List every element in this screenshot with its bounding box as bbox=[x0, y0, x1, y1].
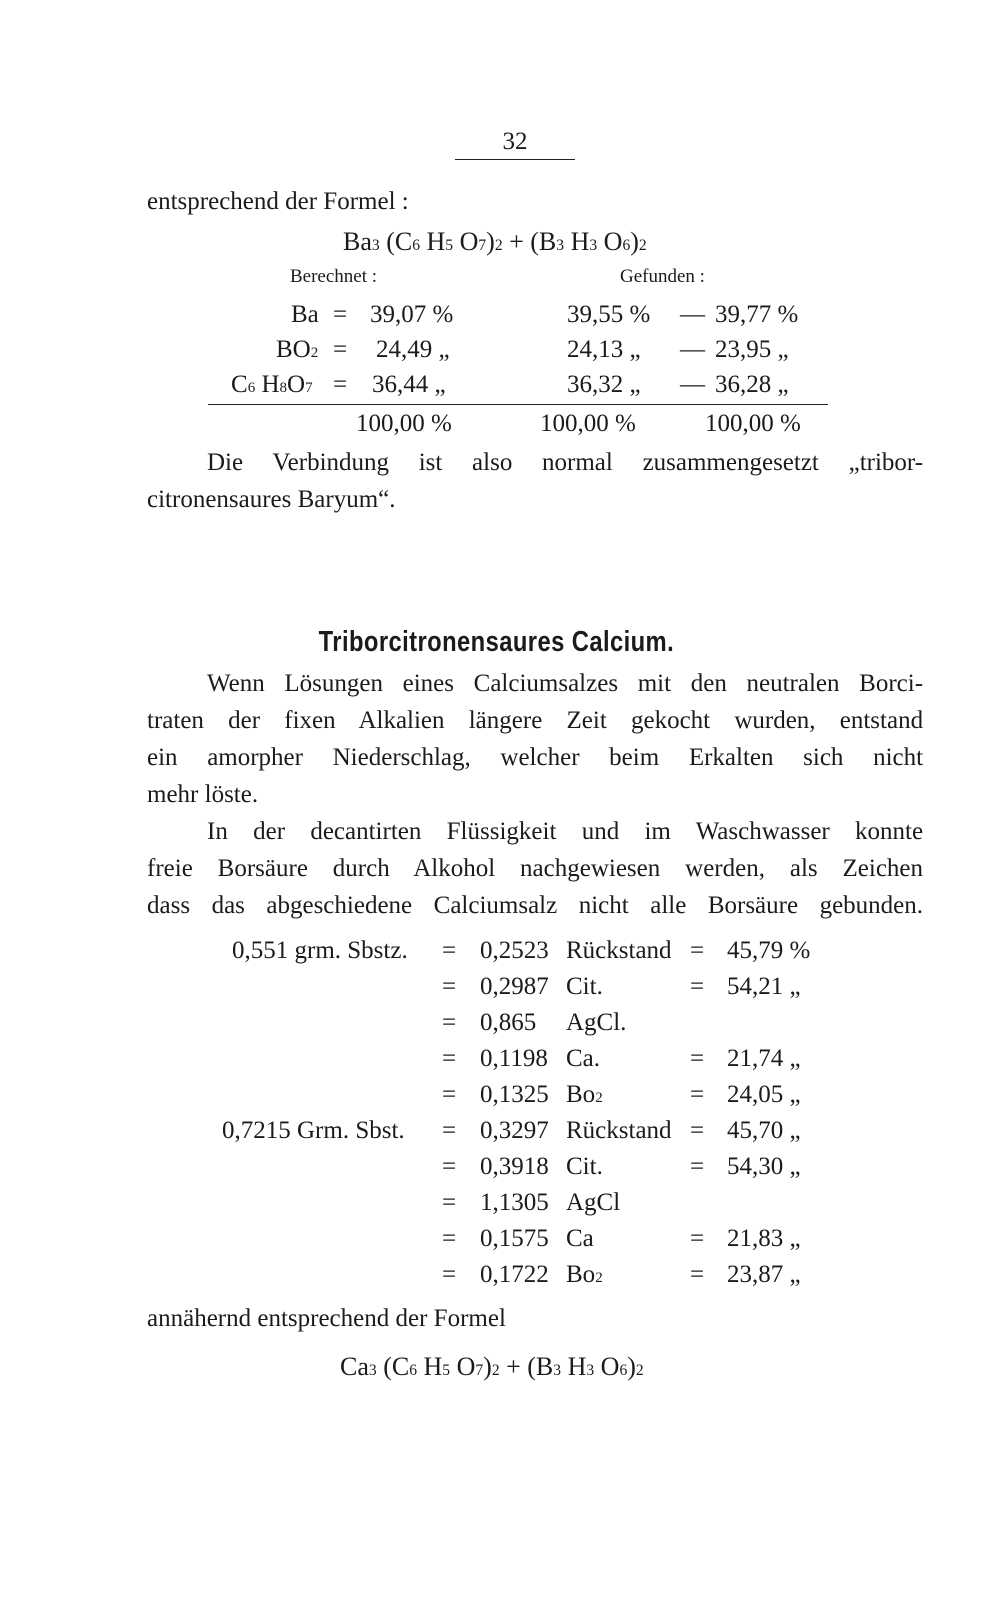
analysis-eq: = bbox=[442, 1045, 457, 1072]
formula-calcium: Ca$^3$ ($C^6$ $H^5$ $O^7)^2 + (B^3$ $H^3$ $O^6)^2$ bbox=[340, 1352, 644, 1381]
row-dash: — bbox=[680, 336, 705, 363]
analysis-pct: 54,30 „ bbox=[727, 1153, 801, 1180]
row-found2: 39,77 % bbox=[715, 301, 799, 328]
row-label: $C^6$ $H^8O^7$ bbox=[231, 371, 313, 398]
row-dash: — bbox=[680, 371, 705, 398]
total-found2: 100,00 % bbox=[705, 410, 801, 437]
analysis-pct: 21,74 „ bbox=[727, 1045, 801, 1072]
row-label: $BO^2$ bbox=[276, 336, 319, 363]
row-eq: = bbox=[333, 336, 348, 363]
analysis-eq2: = bbox=[690, 1045, 705, 1072]
analysis-eq: = bbox=[442, 1153, 457, 1180]
analysis-pct: 45,70 „ bbox=[727, 1117, 801, 1144]
analysis-eq: = bbox=[442, 1261, 457, 1288]
analysis-pct: 54,21 „ bbox=[727, 973, 801, 1000]
para2-line-2: freie Borsäure durch Alkohol nachgewiesen werden, als Zeichen bbox=[147, 855, 924, 882]
analysis-value: 0,1198 bbox=[480, 1045, 548, 1072]
total-found1: 100,00 % bbox=[540, 410, 636, 437]
analysis-eq: = bbox=[442, 1189, 457, 1216]
row-found2: 23,95 „ bbox=[715, 336, 789, 363]
analysis-label: Cit. bbox=[566, 973, 603, 1000]
analysis-value: 0,3918 bbox=[480, 1153, 549, 1180]
row-eq: = bbox=[333, 371, 348, 398]
analysis-pct: 24,05 „ bbox=[727, 1081, 801, 1108]
para1-line-3: ein amorpher Niederschlag, welcher beim Erkalten sich nicht bbox=[147, 744, 924, 771]
analysis-value: 0,1325 bbox=[480, 1081, 549, 1108]
row-found2: 36,28 „ bbox=[715, 371, 789, 398]
row-dash: — bbox=[680, 301, 705, 328]
analysis-pct: 21,83 „ bbox=[727, 1225, 801, 1252]
analysis-eq2: = bbox=[690, 937, 705, 964]
analysis-pct: 23,87 „ bbox=[727, 1261, 801, 1288]
row-found1: 24,13 „ bbox=[567, 336, 641, 363]
closing-text: annähernd entsprechend der Formel bbox=[147, 1305, 506, 1332]
conclusion-line-2: citronensaures Baryum“. bbox=[147, 486, 396, 513]
analysis-eq2: = bbox=[690, 1081, 705, 1108]
analysis-eq2: = bbox=[690, 973, 705, 1000]
row-eq: = bbox=[333, 301, 348, 328]
para1-line-1: Wenn Lösungen eines Calciumsalzes mit den neutralen Borci- bbox=[207, 670, 924, 697]
section-title: Triborcitronensaures Calcium. bbox=[318, 626, 675, 658]
intro-text: entsprechend der Formel : bbox=[147, 188, 409, 215]
analysis-eq2: = bbox=[690, 1225, 705, 1252]
analysis-value: 0,865 bbox=[480, 1009, 537, 1036]
page-number: 32 bbox=[502, 128, 528, 155]
analysis-eq2: = bbox=[690, 1153, 705, 1180]
analysis-label: Cit. bbox=[566, 1153, 603, 1180]
analysis-eq: = bbox=[442, 937, 457, 964]
analysis-eq: = bbox=[442, 1117, 457, 1144]
analysis-eq2: = bbox=[690, 1261, 705, 1288]
row-calc: 36,44 „ bbox=[372, 371, 446, 398]
analysis-label: Ca bbox=[566, 1225, 594, 1252]
row-calc: 24,49 „ bbox=[376, 336, 450, 363]
para1-line-2: traten der fixen Alkalien längere Zeit gekocht wurden, entstand bbox=[147, 707, 924, 734]
found-header: Gefunden : bbox=[620, 266, 705, 287]
analysis-eq: = bbox=[442, 1081, 457, 1108]
row-label: Ba bbox=[291, 301, 319, 328]
analysis-value: 0,3297 bbox=[480, 1117, 549, 1144]
row-calc: 39,07 % bbox=[370, 301, 454, 328]
conclusion-line-1: Die Verbindung ist also normal zusammengesetzt „tribor- bbox=[207, 449, 924, 476]
analysis-pct: 45,79 % bbox=[727, 937, 811, 964]
row-found1: 36,32 „ bbox=[567, 371, 641, 398]
para2-line-3: dass das abgeschiedene Calciumsalz nicht alle Borsäure gebunden. bbox=[147, 892, 924, 919]
para1-last-line: mehr löste. bbox=[147, 781, 259, 808]
analysis-label: Rückstand bbox=[566, 1117, 672, 1144]
analysis-value: 0,2523 bbox=[480, 937, 549, 964]
analysis-value: 0,1722 bbox=[480, 1261, 549, 1288]
analysis-value: 0,1575 bbox=[480, 1225, 549, 1252]
formula-baryum: Ba$^3$ ($C^6$ $H^5$ $O^7)^2 + (B^3$ $H^3$ $O^6)^2$ bbox=[343, 227, 647, 256]
para2-line-1: In der decantirten Flüssigkeit und im Waschwasser konnte bbox=[207, 818, 924, 845]
analysis-label: AgCl bbox=[566, 1189, 621, 1216]
analysis-label: Ca. bbox=[566, 1045, 601, 1072]
analysis-sample: 0,551 grm. Sbstz. bbox=[232, 937, 408, 964]
analysis-label: AgCl. bbox=[566, 1009, 627, 1036]
total-calc: 100,00 % bbox=[356, 410, 452, 437]
analysis-value: 1,1305 bbox=[480, 1189, 549, 1216]
analysis-label: Rückstand bbox=[566, 937, 672, 964]
page-number-rule bbox=[455, 159, 575, 160]
row-found1: 39,55 % bbox=[567, 301, 651, 328]
analysis-eq2: = bbox=[690, 1117, 705, 1144]
analysis-eq: = bbox=[442, 973, 457, 1000]
analysis-eq: = bbox=[442, 1009, 457, 1036]
calculated-header: Berechnet : bbox=[290, 266, 378, 287]
analysis-sample: 0,7215 Grm. Sbst. bbox=[222, 1117, 405, 1144]
analysis-eq: = bbox=[442, 1225, 457, 1252]
analysis-label: Bo$^2$ bbox=[566, 1261, 603, 1288]
analysis-label: Bo$^2$ bbox=[566, 1081, 603, 1108]
analysis-value: 0,2987 bbox=[480, 973, 549, 1000]
totals-rule bbox=[208, 404, 828, 405]
